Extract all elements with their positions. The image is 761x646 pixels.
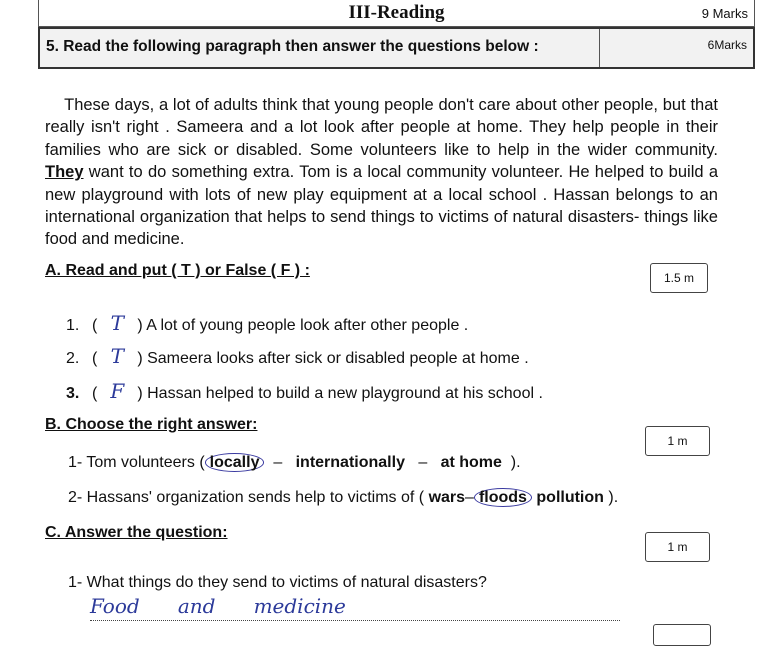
- item-number: 2.: [66, 350, 80, 367]
- close-paren: ): [137, 350, 143, 367]
- paragraph-part-2: want to do something extra. Tom is a local community volunteer. He helped to build a new playground with lots of new play equipment at a local school . Hassan belongs to an international organization that helps to send things to victims of natural disasters- things like food and medicine.: [45, 163, 718, 249]
- section-c-marks-box: 1 m: [645, 532, 710, 562]
- next-marks-box-partial: [653, 624, 711, 646]
- open-paren: (: [92, 385, 98, 402]
- answer-handwritten: T: [110, 344, 124, 368]
- item-number: 3.: [66, 385, 80, 402]
- handwritten-answer: Food and medicine: [90, 594, 346, 618]
- header-divider: [599, 29, 600, 67]
- q2-option-floods-circled: floods: [474, 488, 532, 507]
- q2-option-wars: wars: [428, 489, 466, 506]
- q2-prefix: 2- Hassans' organization sends help to victims of (: [68, 489, 425, 506]
- section-b-marks-box: 1 m: [645, 426, 710, 456]
- paragraph-part-1: These days, a lot of adults think that young people don't care about other people, but that really isn't right . Sameera and a lot look after people at home. They help people in their families who are sick or disabled. Some volunteers like to help in the wider community.: [45, 96, 718, 159]
- section-c-title: C. Answer the question:: [45, 524, 228, 541]
- section-title: III-Reading: [348, 2, 445, 23]
- q1-separator-1: –: [273, 454, 283, 471]
- section-b-question-1: [68, 454, 521, 472]
- section-c-question-1: 1- What things do they send to victims of natural disasters?: [68, 574, 487, 591]
- q1-separator-2: –: [418, 454, 428, 471]
- question-instruction: 5. Read the following paragraph then answer the questions below :: [46, 38, 539, 55]
- section-a-title: A. Read and put ( T ) or False ( F ) :: [45, 262, 310, 279]
- answer-handwritten: T: [110, 311, 124, 335]
- section-a-item-3: [66, 379, 543, 403]
- section-b-question-2: [68, 489, 618, 507]
- section-a-item-1: [66, 311, 468, 335]
- q1-prefix: 1- Tom volunteers (: [68, 454, 205, 471]
- section-header: [38, 0, 755, 27]
- q1-option-internationally: internationally: [295, 454, 405, 471]
- item-text: Sameera looks after sick or disabled people at home .: [147, 350, 529, 367]
- section-a-item-2: [66, 344, 529, 368]
- item-number: 1.: [66, 317, 80, 334]
- question-marks: 6Marks: [707, 38, 747, 52]
- close-paren: ): [137, 385, 143, 402]
- open-paren: (: [92, 350, 98, 367]
- answer-handwritten: F: [110, 379, 125, 403]
- paragraph-underlined-word: They: [45, 163, 84, 182]
- q1-suffix: ).: [510, 454, 521, 471]
- close-paren: ): [137, 317, 143, 334]
- answer-line: [90, 596, 620, 621]
- section-b-title: B. Choose the right answer:: [45, 416, 258, 433]
- item-text: Hassan helped to build a new playground at his school .: [147, 385, 543, 402]
- q1-option-locally-circled: locally: [205, 453, 265, 472]
- q2-separator: –: [465, 489, 474, 506]
- item-text: A lot of young people look after other people .: [146, 317, 469, 334]
- open-paren: (: [92, 317, 98, 334]
- q2-suffix: ).: [608, 489, 619, 506]
- q1-option-at-home: at home: [440, 454, 502, 471]
- q2-option-pollution: pollution: [536, 489, 604, 506]
- question-header: [38, 27, 755, 69]
- section-marks: 9 Marks: [701, 6, 748, 21]
- reading-paragraph: [45, 94, 718, 251]
- section-a-marks-box: 1.5 m: [650, 263, 708, 293]
